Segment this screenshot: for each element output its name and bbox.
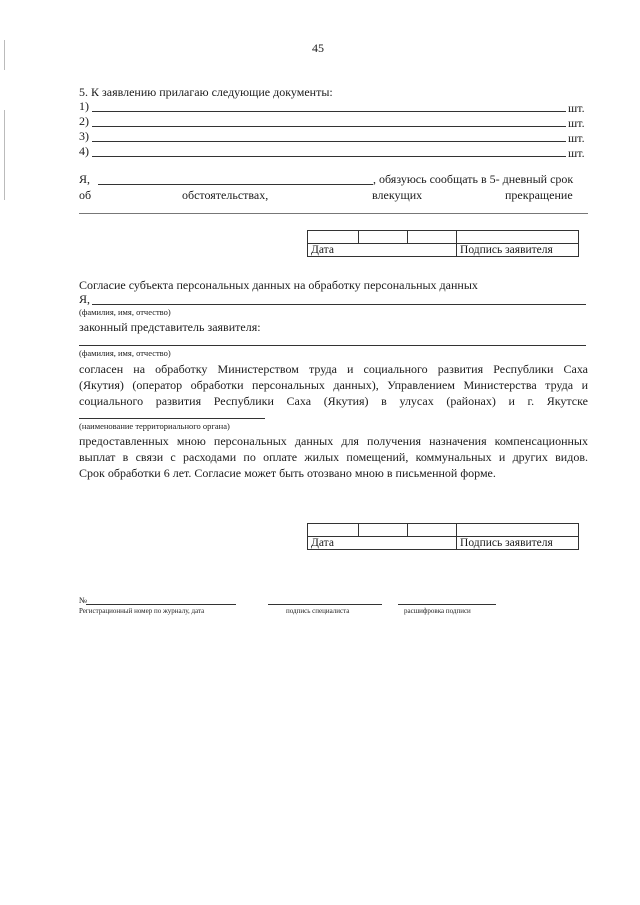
consent-body-line: согласен на обработку Министерством труда и социального развития Республики Саха — [79, 362, 588, 376]
doc-item-number: 1) — [79, 99, 89, 113]
footer-caption: Регистрационный номер по журналу, дата — [79, 607, 205, 615]
date-cell[interactable] — [408, 524, 457, 537]
section5-heading: 5. К заявлению прилагаю следующие документы: — [79, 85, 333, 99]
footer-caption: подпись специалиста — [286, 607, 350, 615]
consent-body-line: социального развития Республики Саха (Якутия) в улусах (районах) и г. Якутске — [79, 394, 588, 408]
doc-item-unit: шт. — [568, 116, 585, 130]
consent-name-line[interactable] — [92, 304, 586, 305]
doc-item-line[interactable] — [92, 126, 566, 127]
consent-body-line: предоставленных мною персональных данных для получения назначения компенсационных — [79, 434, 588, 448]
doc-item-line[interactable] — [92, 156, 566, 157]
doc-item-unit: шт. — [568, 131, 585, 145]
consent-body-line: выплат в связи с расходами по оплате жилых помещений, коммунальных и других видов. — [79, 450, 588, 464]
doc-item-number: 2) — [79, 114, 89, 128]
signature-cell[interactable] — [457, 524, 579, 537]
obligation-word: обстоятельствах, — [182, 188, 269, 202]
date-cell[interactable] — [359, 524, 408, 537]
scan-edge-mark — [4, 40, 5, 70]
footer-signature-line[interactable] — [268, 604, 382, 605]
date-cell[interactable] — [308, 524, 359, 537]
date-cell[interactable] — [308, 231, 359, 244]
organ-caption: (наименование территориального органа) — [79, 421, 230, 431]
doc-item-line[interactable] — [92, 111, 566, 112]
signature-cell[interactable] — [457, 231, 579, 244]
footer-decode-line[interactable] — [398, 604, 496, 605]
obligation-word: прекращение — [505, 188, 573, 202]
obligation-ya: Я, — [79, 172, 91, 186]
obligation-word: влекущих — [372, 188, 423, 202]
page-number: 45 — [312, 41, 324, 55]
signature-table — [307, 230, 579, 257]
signature-table — [307, 523, 579, 550]
organ-line[interactable] — [79, 418, 265, 419]
obligation-text: , обязуюсь сообщать в 5- дневный срок — [373, 172, 574, 186]
doc-item-number: 4) — [79, 144, 89, 158]
doc-item-number: 3) — [79, 129, 89, 143]
obligation-name-line[interactable] — [98, 184, 373, 185]
date-label: Дата — [308, 244, 457, 257]
doc-item-unit: шт. — [568, 101, 585, 115]
representative-label: законный представитель заявителя: — [79, 320, 261, 334]
consent-body-line: (Якутия) (оператор обработки персональных данных), Управлением Министерства труда и — [79, 378, 588, 392]
fio-caption: (фамилия, имя, отчество) — [79, 348, 171, 358]
consent-title: Согласие субъекта персональных данных на обработку персональных данных — [79, 278, 478, 292]
representative-name-line[interactable] — [79, 345, 586, 346]
signature-label: Подпись заявителя — [457, 537, 579, 550]
footer-number-sign: № — [79, 595, 88, 605]
consent-body-last: Срок обработки 6 лет. Согласие может быть отозвано мною в письменной форме. — [79, 466, 496, 480]
doc-item-unit: шт. — [568, 146, 585, 160]
signature-label: Подпись заявителя — [457, 244, 579, 257]
date-cell[interactable] — [408, 231, 457, 244]
obligation-continuation-line[interactable] — [79, 213, 588, 214]
footer-caption: расшифровка подписи — [404, 607, 471, 615]
scan-edge-mark — [4, 110, 5, 200]
date-cell[interactable] — [359, 231, 408, 244]
date-label: Дата — [308, 537, 457, 550]
footer-number-line[interactable] — [86, 604, 236, 605]
doc-item-line[interactable] — [92, 141, 566, 142]
consent-ya: Я, — [79, 292, 91, 306]
obligation-word: об — [79, 188, 92, 202]
fio-caption: (фамилия, имя, отчество) — [79, 307, 171, 317]
